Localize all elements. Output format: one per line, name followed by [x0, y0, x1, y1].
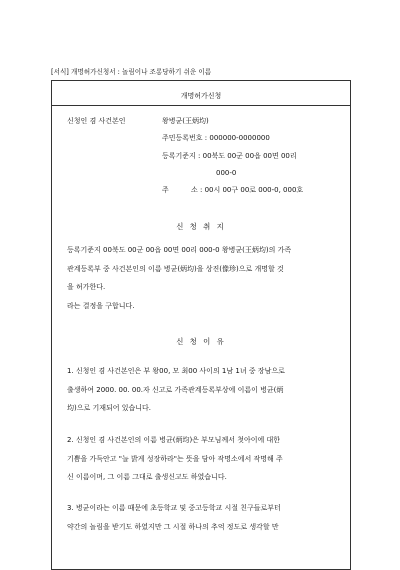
reasons-heading: 신 청 이 유	[176, 337, 226, 346]
reason-line: 2. 신청인 겸 사건본인의 이름 병균(炳均)은 부모님께서 첫아이에 대한	[67, 436, 280, 444]
applicant-domicile-cont: 000-0	[216, 169, 237, 177]
reason-line: 신 이름이며, 그 이름 그대로 출생신고도 하였습니다.	[67, 473, 227, 481]
reason-line: 均)으로 기재되어 있습니다.	[67, 404, 152, 412]
applicant-rrn: 주민등록번호 : 000000-0000000	[162, 134, 270, 142]
title-divider	[52, 105, 350, 106]
applicant-address: 주 소 : 00시 00구 00로 000-0, 000호	[162, 186, 304, 194]
reason-item-1	[67, 362, 338, 418]
reason-line: 1. 신청인 겸 사건본인은 부 왕00, 모 최00 사이의 1남 1녀 중 장남으로	[67, 367, 285, 375]
reason-line: 기쁨을 가득안고 "늘 밝게 성장하라"는 뜻을 담아 작명소에서 작명해 주	[67, 454, 283, 463]
reason-line: 3. 병균이라는 이름 때문에 초등학교 및 중고등학교 시절 친구들로부터	[67, 504, 281, 512]
application-form	[51, 80, 351, 570]
document-caption: [서식] 개명허가신청서 : 놀림이나 조롱당하기 쉬운 이름	[51, 68, 212, 76]
purpose-paragraph	[67, 241, 338, 315]
applicant-domicile: 등록기준지 : 00북도 00군 00읍 00면 00리	[162, 152, 297, 160]
purpose-line: 을 허가한다.	[67, 283, 106, 291]
reason-line: 출생하여 2000. 00. 00.자 신고로 가족관계등록부상에 이름이 병균(炳	[67, 385, 284, 394]
purpose-heading: 신 청 취 지	[176, 222, 226, 231]
form-title: 개명허가신청	[180, 92, 222, 100]
purpose-line: 관계등록부 중 사건본인의 이름 병균(炳均)을 상진(像珍)으로 개명할 것	[67, 264, 284, 273]
reason-item-2	[67, 431, 338, 487]
purpose-line: 라는 결정을 구합니다.	[67, 301, 135, 310]
reason-line: 약간의 놀림을 받기도 하였지만 그 시절 하나의 추억 정도로 생각할 만	[67, 522, 279, 531]
applicant-role-label: 신청인 겸 사건본인	[67, 117, 126, 125]
reason-item-3	[67, 499, 338, 536]
purpose-line: 등록기준지 00북도 00군 00읍 00면 00리 000-0 왕병균(王炳均)의 가족	[67, 246, 292, 254]
applicant-name: 왕병균(王炳均)	[162, 117, 209, 125]
